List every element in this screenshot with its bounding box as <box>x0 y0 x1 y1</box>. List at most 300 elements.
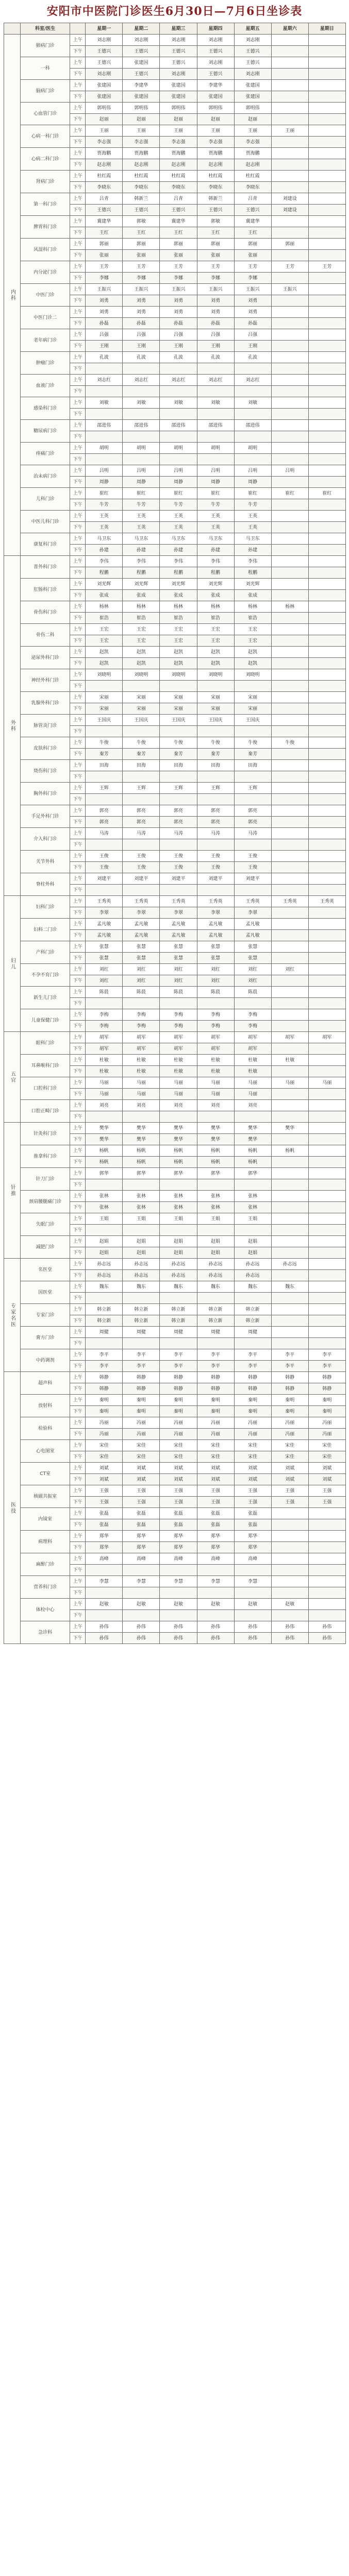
session-label: 上午 <box>70 1463 86 1474</box>
doctor-cell: 王强 <box>197 1497 234 1508</box>
table-row <box>4 420 346 431</box>
doctor-cell: 杜敏 <box>160 1066 197 1077</box>
doctor-cell <box>123 454 160 465</box>
doctor-cell: 韩静 <box>308 1372 345 1383</box>
doctor-cell: 秦芳 <box>86 749 123 760</box>
doctor-cell: 崔浩 <box>123 613 160 624</box>
doctor-cell: 郭明伟 <box>86 103 123 114</box>
doctor-cell: 冀建华 <box>234 216 271 227</box>
doctor-cell <box>86 885 123 896</box>
doctor-cell: 王丽 <box>86 125 123 137</box>
doctor-cell: 宋佳 <box>234 1451 271 1463</box>
doctor-cell <box>308 1281 345 1293</box>
doctor-cell <box>271 885 308 896</box>
table-row <box>4 103 346 114</box>
doctor-cell <box>308 284 345 295</box>
doctor-cell: 刘敏 <box>160 397 197 409</box>
table-row <box>4 1145 346 1157</box>
doctor-cell: 高峰 <box>197 1553 234 1565</box>
doctor-cell: 王德兴 <box>197 69 234 80</box>
doctor-cell: 秦明 <box>160 1406 197 1417</box>
doctor-cell: 王国庆 <box>160 715 197 726</box>
doctor-cell: 孔波 <box>86 352 123 363</box>
doctor-cell: 李梅 <box>197 1009 234 1021</box>
doctor-cell <box>123 998 160 1009</box>
doctor-cell <box>308 919 345 930</box>
doctor-cell: 程鹏 <box>123 567 160 579</box>
doctor-cell: 王红 <box>160 227 197 239</box>
doctor-cell: 孙磊 <box>197 318 234 329</box>
doctor-cell: 王英 <box>197 511 234 522</box>
doctor-cell <box>271 1587 308 1599</box>
doctor-cell <box>271 1519 308 1531</box>
doctor-cell: 胡军 <box>271 1032 308 1043</box>
doctor-cell: 王国庆 <box>123 715 160 726</box>
doctor-cell: 周健 <box>234 1327 271 1338</box>
doctor-cell: 邵进伟 <box>197 420 234 431</box>
doctor-cell <box>308 1111 345 1123</box>
doctor-cell: 孙志远 <box>160 1270 197 1281</box>
session-label: 上午 <box>70 465 86 477</box>
doctor-cell <box>308 522 345 533</box>
doctor-cell: 邵进伟 <box>160 420 197 431</box>
doctor-cell: 刘红 <box>197 964 234 975</box>
doctor-cell: 王强 <box>160 1497 197 1508</box>
doctor-cell: 樊华 <box>197 1134 234 1145</box>
doctor-cell: 孙伟 <box>234 1621 271 1633</box>
doctor-cell: 宋丽 <box>234 692 271 703</box>
doctor-cell: 吕强 <box>160 329 197 341</box>
doctor-cell <box>271 907 308 919</box>
doctor-cell <box>308 1610 345 1621</box>
doctor-cell: 胡军 <box>234 1043 271 1055</box>
doctor-cell: 李平 <box>197 1349 234 1361</box>
doctor-cell <box>234 1293 271 1304</box>
doctor-cell: 张成 <box>160 590 197 601</box>
doctor-cell: 李娜 <box>234 273 271 284</box>
doctor-cell: 王德兴 <box>123 205 160 216</box>
doctor-cell <box>234 681 271 692</box>
doctor-cell <box>160 1565 197 1576</box>
doctor-cell: 冯丽 <box>86 1429 123 1440</box>
session-label: 上午 <box>70 851 86 862</box>
doctor-cell: 冯丽 <box>123 1417 160 1429</box>
doctor-cell: 张林 <box>234 1191 271 1202</box>
session-label: 上午 <box>70 35 86 46</box>
session-label: 上午 <box>70 148 86 159</box>
doctor-cell: 马丽 <box>160 1077 197 1089</box>
doctor-cell: 刘敏 <box>123 397 160 409</box>
session-label: 下午 <box>70 1474 86 1485</box>
doctor-cell: 杨帆 <box>160 1157 197 1168</box>
doctor-cell: 孙伟 <box>123 1633 160 1644</box>
doctor-cell: 王宏 <box>234 635 271 647</box>
doctor-cell: 程鹏 <box>234 567 271 579</box>
session-label: 上午 <box>70 375 86 386</box>
doctor-cell: 王德兴 <box>197 205 234 216</box>
doctor-cell: 李翠 <box>86 907 123 919</box>
dept-label: 感染科门诊 <box>21 397 70 420</box>
session-label: 上午 <box>70 1395 86 1406</box>
doctor-cell: 郭丽 <box>234 239 271 250</box>
dept-label: 肺病门诊 <box>21 35 70 57</box>
doctor-cell <box>234 726 271 737</box>
doctor-cell: 高峰 <box>86 1553 123 1565</box>
doctor-cell <box>308 715 345 726</box>
doctor-cell <box>308 1009 345 1021</box>
doctor-cell: 王宏 <box>160 635 197 647</box>
doctor-cell: 胡军 <box>234 1032 271 1043</box>
doctor-cell: 韩静 <box>160 1383 197 1395</box>
doctor-cell: 赵敏 <box>234 1599 271 1610</box>
doctor-cell <box>308 545 345 556</box>
doctor-cell: 张建国 <box>86 91 123 103</box>
doctor-cell: 张林 <box>197 1191 234 1202</box>
doctor-cell: 赵凯 <box>86 647 123 658</box>
dept-label: 核磁共振室 <box>21 1485 70 1508</box>
doctor-cell: 孙伟 <box>86 1633 123 1644</box>
doctor-cell: 李晓东 <box>86 182 123 193</box>
doctor-cell: 张建国 <box>234 91 271 103</box>
doctor-cell <box>271 692 308 703</box>
session-label: 上午 <box>70 579 86 590</box>
table-row <box>4 216 346 227</box>
dept-label: 耳鼻喉科门诊 <box>21 1055 70 1077</box>
doctor-cell: 王英 <box>160 522 197 533</box>
table-row <box>4 579 346 590</box>
doctor-cell <box>308 137 345 148</box>
doctor-cell: 郑华 <box>160 1531 197 1542</box>
doctor-cell: 赵敏 <box>160 1599 197 1610</box>
doctor-cell <box>123 363 160 375</box>
doctor-cell: 樊华 <box>86 1123 123 1134</box>
doctor-cell: 王德兴 <box>160 46 197 57</box>
doctor-cell <box>308 1247 345 1259</box>
doctor-cell: 马涛 <box>234 828 271 839</box>
group-label-6: 专家名医 <box>4 1259 21 1372</box>
session-label: 下午 <box>70 386 86 397</box>
doctor-cell: 郭亮 <box>197 817 234 828</box>
doctor-cell: 孙志远 <box>160 1259 197 1270</box>
doctor-cell <box>160 1610 197 1621</box>
doctor-cell: 王强 <box>308 1485 345 1497</box>
dept-label: 专家门诊 <box>21 1304 70 1327</box>
doctor-cell <box>271 783 308 794</box>
dept-label: 普外科门诊 <box>21 556 70 579</box>
doctor-cell: 李梅 <box>160 1021 197 1032</box>
doctor-cell <box>308 69 345 80</box>
doctor-cell: 刘光辉 <box>234 579 271 590</box>
doctor-cell <box>271 329 308 341</box>
doctor-cell: 王秀英 <box>197 896 234 907</box>
doctor-cell <box>308 1225 345 1236</box>
doctor-cell: 李梅 <box>123 1021 160 1032</box>
header-day-7: 星期日 <box>308 23 345 35</box>
doctor-cell: 马丽 <box>308 1077 345 1089</box>
doctor-cell: 孔波 <box>234 352 271 363</box>
doctor-cell: 王英 <box>160 511 197 522</box>
doctor-cell <box>271 726 308 737</box>
dept-label: 放射科 <box>21 1395 70 1417</box>
table-row <box>4 57 346 69</box>
dept-label: 老年病门诊 <box>21 329 70 352</box>
table-row <box>4 1055 346 1066</box>
session-label: 上午 <box>70 1599 86 1610</box>
dept-label: 内分泌门诊 <box>21 261 70 284</box>
session-label: 下午 <box>70 1293 86 1304</box>
table-row <box>4 1417 346 1429</box>
session-label: 上午 <box>70 1440 86 1451</box>
table-row <box>4 125 346 137</box>
session-label: 下午 <box>70 1587 86 1599</box>
doctor-cell: 刘晓明 <box>234 669 271 681</box>
doctor-cell <box>123 409 160 420</box>
doctor-cell <box>123 1565 160 1576</box>
doctor-cell: 刘红 <box>234 975 271 987</box>
table-row <box>4 148 346 159</box>
doctor-cell <box>271 1576 308 1587</box>
doctor-cell: 郭丽 <box>123 239 160 250</box>
doctor-cell: 赵娟 <box>123 1247 160 1259</box>
doctor-cell: 孟凡敏 <box>86 919 123 930</box>
session-label: 下午 <box>70 1066 86 1077</box>
doctor-cell: 刘亮 <box>197 1100 234 1111</box>
session-label: 上午 <box>70 1508 86 1519</box>
doctor-cell <box>123 431 160 443</box>
doctor-cell <box>271 533 308 545</box>
doctor-cell <box>271 851 308 862</box>
doctor-cell <box>271 1247 308 1259</box>
dept-label: 麻醉门诊 <box>21 1553 70 1576</box>
doctor-cell: 杨帆 <box>160 1145 197 1157</box>
header-day-1: 星期一 <box>86 23 123 35</box>
doctor-cell <box>308 511 345 522</box>
session-label: 下午 <box>70 1179 86 1191</box>
doctor-cell <box>271 420 308 431</box>
table-row <box>4 1009 346 1021</box>
doctor-cell: 刘勇 <box>86 295 123 307</box>
doctor-cell <box>271 57 308 69</box>
doctor-cell <box>123 386 160 397</box>
doctor-cell <box>197 1565 234 1576</box>
doctor-cell <box>160 1338 197 1349</box>
doctor-cell <box>271 1327 308 1338</box>
doctor-cell: 李平 <box>123 1361 160 1372</box>
doctor-cell <box>271 1134 308 1145</box>
table-row <box>4 1259 346 1270</box>
doctor-cell: 马丽 <box>234 1077 271 1089</box>
doctor-cell <box>86 1610 123 1621</box>
doctor-cell <box>308 873 345 885</box>
doctor-cell: 李志强 <box>123 137 160 148</box>
doctor-cell: 秦明 <box>86 1406 123 1417</box>
doctor-cell: 杨林 <box>160 601 197 613</box>
doctor-cell: 崔浩 <box>160 613 197 624</box>
doctor-cell: 宋佳 <box>197 1440 234 1451</box>
doctor-cell: 孙志远 <box>271 1259 308 1270</box>
doctor-cell <box>308 1270 345 1281</box>
table-row <box>4 307 346 318</box>
doctor-cell: 刘建设 <box>271 193 308 205</box>
doctor-cell: 王辉 <box>123 783 160 794</box>
doctor-cell: 王振兴 <box>197 284 234 295</box>
doctor-cell <box>234 454 271 465</box>
doctor-cell: 崔红 <box>160 488 197 499</box>
dept-label: 颈肩腰腿痛门诊 <box>21 1191 70 1213</box>
doctor-cell: 张慧 <box>123 953 160 964</box>
doctor-cell: 樊华 <box>197 1123 234 1134</box>
doctor-cell <box>308 1236 345 1247</box>
group-label-2: 外科 <box>4 556 21 896</box>
doctor-cell <box>197 363 234 375</box>
doctor-cell: 王刚 <box>86 341 123 352</box>
doctor-cell: 刘斌 <box>123 1463 160 1474</box>
doctor-cell: 刘亮 <box>86 1100 123 1111</box>
doctor-cell: 王德兴 <box>234 57 271 69</box>
doctor-cell: 杜敏 <box>234 1055 271 1066</box>
doctor-cell <box>271 46 308 57</box>
doctor-cell <box>271 941 308 953</box>
doctor-cell: 杨帆 <box>234 1145 271 1157</box>
session-label: 下午 <box>70 907 86 919</box>
doctor-cell: 刘勇 <box>123 307 160 318</box>
doctor-cell: 王德兴 <box>197 46 234 57</box>
doctor-cell: 赵凯 <box>234 647 271 658</box>
doctor-cell <box>271 171 308 182</box>
doctor-cell: 孔波 <box>160 352 197 363</box>
doctor-cell: 樊华 <box>123 1123 160 1134</box>
doctor-cell: 高峰 <box>123 1553 160 1565</box>
dept-label: 减肥门诊 <box>21 1236 70 1259</box>
doctor-cell: 王辉 <box>197 783 234 794</box>
doctor-cell: 秦明 <box>197 1395 234 1406</box>
dept-label: 皮肤科门诊 <box>21 737 70 760</box>
doctor-cell <box>197 681 234 692</box>
doctor-cell <box>308 397 345 409</box>
doctor-cell <box>160 839 197 851</box>
doctor-cell: 樊华 <box>271 1123 308 1134</box>
doctor-cell <box>308 862 345 873</box>
table-row <box>4 873 346 885</box>
doctor-cell: 孟凡敏 <box>197 930 234 941</box>
doctor-cell <box>160 363 197 375</box>
doctor-cell: 刘建平 <box>160 873 197 885</box>
doctor-cell: 李伟 <box>123 556 160 567</box>
doctor-cell: 韩静 <box>271 1383 308 1395</box>
doctor-cell: 张建国 <box>123 57 160 69</box>
doctor-cell: 赵志刚 <box>160 159 197 171</box>
session-label: 上午 <box>70 919 86 930</box>
doctor-cell <box>234 431 271 443</box>
doctor-cell <box>308 477 345 488</box>
doctor-cell: 杨帆 <box>197 1145 234 1157</box>
table-row <box>4 1349 346 1361</box>
doctor-cell: 赵娟 <box>86 1247 123 1259</box>
doctor-cell: 张成 <box>86 590 123 601</box>
doctor-cell: 李建华 <box>123 80 160 91</box>
doctor-cell: 樊华 <box>86 1134 123 1145</box>
session-label: 上午 <box>70 1213 86 1225</box>
doctor-cell: 冯丽 <box>197 1429 234 1440</box>
doctor-cell: 刘红 <box>160 975 197 987</box>
doctor-cell: 刘晓明 <box>197 669 234 681</box>
dept-label: 介入科门诊 <box>21 828 70 851</box>
doctor-cell <box>271 1191 308 1202</box>
doctor-cell: 孙建 <box>123 545 160 556</box>
session-label: 上午 <box>70 783 86 794</box>
doctor-cell <box>308 1531 345 1542</box>
doctor-cell: 郭亮 <box>160 805 197 817</box>
doctor-cell <box>197 1179 234 1191</box>
doctor-cell: 张慧 <box>197 953 234 964</box>
doctor-cell: 吕青 <box>160 193 197 205</box>
session-label: 下午 <box>70 862 86 873</box>
session-label: 下午 <box>70 1270 86 1281</box>
doctor-cell <box>308 703 345 715</box>
doctor-cell <box>271 919 308 930</box>
session-label: 上午 <box>70 1304 86 1315</box>
doctor-cell <box>271 250 308 261</box>
session-label: 上午 <box>70 1372 86 1383</box>
doctor-cell: 陈晨 <box>123 987 160 998</box>
doctor-cell: 郭华 <box>160 1168 197 1179</box>
doctor-cell <box>308 1123 345 1134</box>
doctor-cell: 刘光辉 <box>123 579 160 590</box>
doctor-cell: 张林 <box>234 1202 271 1213</box>
doctor-cell <box>308 1157 345 1168</box>
session-label: 下午 <box>70 1111 86 1123</box>
doctor-cell <box>271 715 308 726</box>
dept-label: 疼痛门诊 <box>21 443 70 465</box>
doctor-cell <box>308 794 345 805</box>
session-label: 下午 <box>70 114 86 125</box>
doctor-cell: 刘光辉 <box>160 579 197 590</box>
session-label: 下午 <box>70 137 86 148</box>
session-label: 下午 <box>70 1202 86 1213</box>
doctor-cell: 李伟 <box>234 556 271 567</box>
doctor-cell: 王红 <box>234 227 271 239</box>
doctor-cell <box>86 454 123 465</box>
session-label: 下午 <box>70 613 86 624</box>
doctor-cell <box>271 363 308 375</box>
doctor-cell: 王娟 <box>234 1213 271 1225</box>
doctor-cell: 王德兴 <box>234 46 271 57</box>
doctor-cell: 胡明 <box>123 443 160 454</box>
doctor-cell: 张慧 <box>234 941 271 953</box>
doctor-cell: 赵敏 <box>86 1599 123 1610</box>
doctor-cell <box>308 1168 345 1179</box>
table-row <box>4 1463 346 1474</box>
session-label: 下午 <box>70 998 86 1009</box>
doctor-cell <box>234 1111 271 1123</box>
doctor-cell <box>160 726 197 737</box>
doctor-cell: 韩新兰 <box>197 193 234 205</box>
doctor-cell <box>271 182 308 193</box>
doctor-cell: 王宏 <box>234 624 271 635</box>
doctor-cell: 刘斌 <box>308 1474 345 1485</box>
doctor-cell: 孙磊 <box>86 318 123 329</box>
session-label: 下午 <box>70 159 86 171</box>
doctor-cell: 王刚 <box>123 341 160 352</box>
doctor-cell: 王芳 <box>197 261 234 273</box>
session-label: 下午 <box>70 46 86 57</box>
doctor-cell <box>271 567 308 579</box>
doctor-cell: 周静 <box>160 477 197 488</box>
session-label: 上午 <box>70 284 86 295</box>
doctor-cell: 宋丽 <box>123 692 160 703</box>
doctor-cell: 韩新兰 <box>123 193 160 205</box>
table-row <box>4 647 346 658</box>
